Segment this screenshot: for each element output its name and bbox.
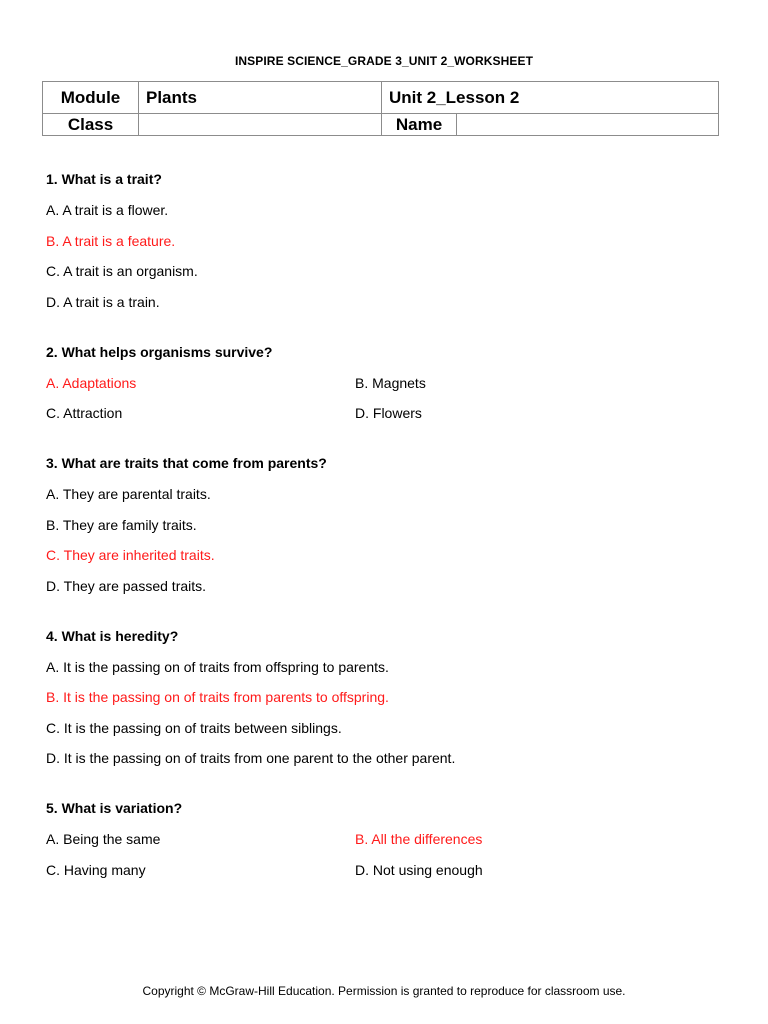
correct-answer-option: C. They are inherited traits. [46,547,215,563]
unit-lesson: Unit 2_Lesson 2 [382,82,719,114]
answer-option: D. It is the passing on of traits from one parent to the other parent. [46,750,456,766]
class-field[interactable] [139,114,382,136]
question-4 [46,627,726,769]
answer-option: B. Magnets [355,374,426,391]
question-title: 2. What helps organisms survive? [46,343,273,360]
correct-answer-option: A. Adaptations [46,374,137,391]
header-table [42,81,719,136]
answer-option: C. Attraction [46,405,123,421]
answer-option: D. Flowers [355,405,422,421]
answer-option: D. They are passed traits. [46,577,207,594]
answer-option: A. It is the passing on of traits from offspring to parents. [46,658,389,675]
answer-option: A. They are parental traits. [46,486,211,502]
correct-answer-option: B. A trait is a feature. [46,232,176,249]
name-label: Name [382,114,457,136]
question-1 [46,170,726,312]
worksheet-title: INSPIRE SCIENCE_GRADE 3_UNIT 2_WORKSHEET [234,54,534,68]
answer-grid [46,374,726,424]
answer-grid [46,830,726,880]
answer-option: D. A trait is a train. [46,293,160,310]
module-value: Plants [139,82,382,114]
answer-option: A. A trait is a flower. [46,202,169,218]
answer-option: C. A trait is an organism. [46,263,198,279]
copyright-footer: Copyright © McGraw-Hill Education. Permission is granted to reproduce for classroom use. [142,984,626,998]
answer-option: D. Not using enough [355,861,483,878]
header-row-module [43,82,719,114]
question-title: 3. What are traits that come from parents? [46,455,327,471]
question-title: 4. What is heredity? [46,627,179,644]
question-title: 5. What is variation? [46,800,183,816]
answer-option: B. They are family traits. [46,516,197,533]
correct-answer-option: B. It is the passing on of traits from parents to offspring. [46,689,389,705]
question-title: 1. What is a trait? [46,171,162,187]
questions-section [46,170,726,911]
question-3 [46,454,726,596]
question-2 [46,343,726,424]
correct-answer-option: B. All the differences [355,831,483,847]
answer-option: A. Being the same [46,831,161,847]
answer-option: C. It is the passing on of traits between siblings. [46,719,342,736]
name-field[interactable] [457,114,719,136]
module-label: Module [43,82,139,114]
answer-option: C. Having many [46,861,146,878]
question-5 [46,799,726,880]
class-label: Class [43,114,139,136]
header-row-class [43,114,719,136]
